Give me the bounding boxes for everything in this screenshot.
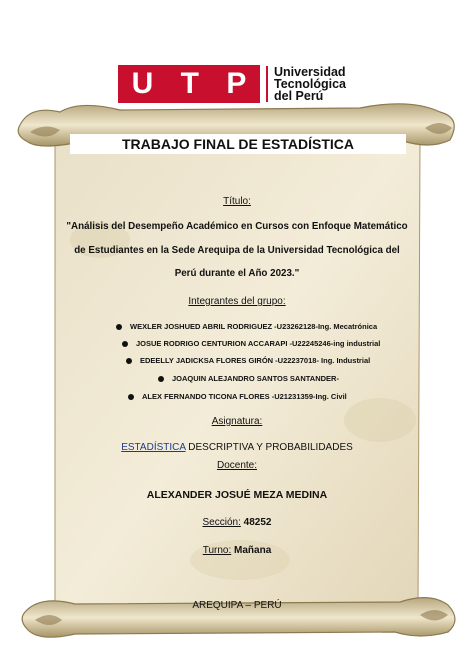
bullet-icon: [122, 341, 128, 347]
bullet-icon: [126, 358, 132, 364]
member-item: [116, 322, 377, 331]
turno-line: [40, 545, 434, 556]
course-name-part2: DESCRIPTIVA Y PROBABILIDADES: [185, 442, 353, 453]
member-text: EDEELLY JADICKSA FLORES GIRÓN -U22237018- Ing. Industrial: [140, 356, 371, 365]
bullet-icon: [116, 324, 122, 330]
asignatura-label: Asignatura:: [211, 416, 263, 427]
member-text: WEXLER JOSHUED ABRIL RODRIGUEZ -U23262128-Ing. Mecatrónica: [130, 322, 378, 331]
member-text: JOAQUIN ALEJANDRO SANTOS SANTANDER-: [172, 374, 339, 383]
project-title-line-3: Perú durante el Año 2023.": [174, 268, 300, 279]
logo-text-line-1: Universidad: [274, 65, 346, 79]
member-text: ALEX FERNANDO TICONA FLORES -U21231359-Ing. Civil: [142, 392, 347, 401]
seccion-label: Sección:: [202, 517, 241, 528]
logo-letter-u: U: [131, 67, 154, 100]
member-item: [126, 356, 370, 365]
docente-label: Docente:: [216, 460, 258, 471]
project-title-line-1: "Análisis del Desempeño Académico en Cursos con Enfoque Matemático: [66, 221, 408, 232]
bullet-icon: [128, 394, 134, 400]
teacher-name: ALEXANDER JOSUÉ MEZA MEDINA: [146, 489, 328, 501]
bullet-icon: [158, 376, 164, 382]
integrantes-label: Integrantes del grupo:: [188, 296, 286, 307]
project-title-line-2: de Estudiantes en la Sede Arequipa de la Universidad Tecnológica del: [74, 245, 400, 256]
logo-letter-t: T: [180, 67, 199, 100]
member-item: [122, 339, 380, 348]
member-item: [128, 392, 347, 401]
logo-letter-p: P: [226, 67, 247, 100]
member-text: JOSUE RODRIGO CENTURION ACCARAPI -U22245246-ing industrial: [136, 339, 381, 348]
logo-text-line-3: del Perú: [274, 89, 324, 103]
member-item: [158, 374, 339, 383]
place-text: AREQUIPA – PERÚ: [192, 600, 282, 611]
course-name-part1: ESTADÍSTICA: [121, 442, 186, 453]
turno-value: Mañana: [234, 545, 272, 556]
seccion-value: 48252: [243, 517, 272, 528]
logo-text-line-2: Tecnológica: [274, 77, 347, 91]
document-title: TRABAJO FINAL DE ESTADÍSTICA: [70, 134, 406, 154]
titulo-label: Título:: [223, 196, 251, 207]
turno-label: Turno:: [202, 545, 232, 556]
seccion-line: [40, 517, 434, 528]
course-name: [40, 442, 434, 453]
